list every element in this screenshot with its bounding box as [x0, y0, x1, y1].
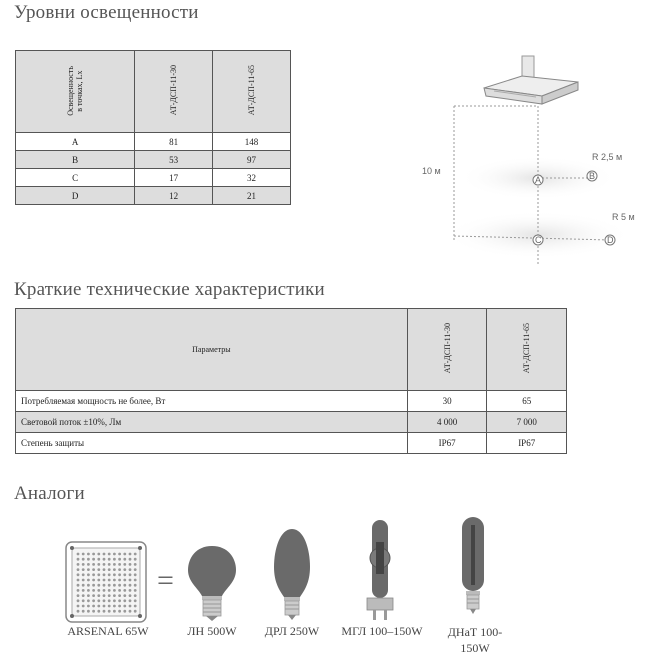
led-dot: [103, 594, 106, 597]
led-dot: [87, 553, 90, 556]
led-dot: [103, 579, 106, 582]
table-cell: 30: [407, 391, 487, 412]
led-dot: [113, 584, 116, 587]
led-dot: [108, 568, 111, 571]
svg-text:B: B: [589, 171, 596, 181]
led-dot: [134, 573, 137, 576]
led-dot: [113, 579, 116, 582]
led-dot: [82, 558, 85, 561]
led-dot: [77, 579, 80, 582]
led-dot: [134, 568, 137, 571]
illumination-diagram: [410, 50, 646, 275]
led-dot: [77, 610, 80, 613]
led-dot: [123, 594, 126, 597]
led-dot: [87, 594, 90, 597]
table-cell: 4 000: [407, 412, 487, 433]
led-dot: [129, 579, 132, 582]
led-dot: [92, 605, 95, 608]
led-dot: [129, 573, 132, 576]
led-dot: [129, 594, 132, 597]
led-dot: [113, 610, 116, 613]
svg-text:D: D: [607, 235, 614, 245]
led-dot: [118, 568, 121, 571]
led-dot: [129, 568, 132, 571]
led-dot: [134, 589, 137, 592]
led-dot: [103, 573, 106, 576]
table-cell: A: [16, 133, 135, 151]
led-dot: [129, 584, 132, 587]
led-dot: [108, 573, 111, 576]
table-row: [16, 133, 291, 151]
led-dot: [97, 605, 100, 608]
led-dot: [129, 589, 132, 592]
radius-small-label: R 2,5 м: [592, 152, 623, 162]
led-dot: [97, 563, 100, 566]
led-dot: [118, 589, 121, 592]
led-dot: [82, 610, 85, 613]
table-cell: 17: [135, 169, 213, 187]
led-dot: [118, 553, 121, 556]
led-dot: [134, 579, 137, 582]
led-dot: [108, 610, 111, 613]
led-dot: [123, 563, 126, 566]
led-dot: [103, 563, 106, 566]
point-b: [587, 171, 597, 181]
specs-header-cell: Параметры: [16, 309, 408, 391]
led-dot: [92, 589, 95, 592]
led-dot: [113, 563, 116, 566]
led-dot: [92, 579, 95, 582]
incandescent-bulb-icon: [186, 544, 238, 622]
led-dot: [113, 568, 116, 571]
table-cell: 21: [213, 187, 291, 205]
illumination-header-cell: АТ-ДСП-11-65: [213, 51, 291, 133]
point-d: [605, 235, 615, 245]
led-dot: [134, 553, 137, 556]
led-dot: [123, 568, 126, 571]
led-dot: [113, 599, 116, 602]
led-dot: [97, 573, 100, 576]
led-dot: [97, 558, 100, 561]
led-dot: [129, 563, 132, 566]
caption-sodium: ДНаТ 100- 150W: [447, 625, 503, 655]
caption-incandescent: ЛН 500W: [187, 624, 237, 638]
led-dot: [77, 558, 80, 561]
led-dot: [92, 584, 95, 587]
led-dot: [123, 573, 126, 576]
led-dot: [123, 605, 126, 608]
equals-sign: =: [157, 564, 174, 597]
led-dot: [87, 589, 90, 592]
table-cell: IP67: [487, 433, 567, 454]
led-dot: [113, 605, 116, 608]
led-dot: [113, 553, 116, 556]
led-dot: [92, 610, 95, 613]
led-dot: [97, 579, 100, 582]
led-dot: [82, 579, 85, 582]
metal-halide-lamp-icon: [363, 518, 397, 622]
led-dot: [118, 563, 121, 566]
led-dot: [77, 573, 80, 576]
led-dot: [92, 553, 95, 556]
led-dot: [82, 584, 85, 587]
led-dot: [134, 558, 137, 561]
led-dot: [82, 594, 85, 597]
table-cell: 12: [135, 187, 213, 205]
led-dot: [82, 553, 85, 556]
table-row: [16, 433, 567, 454]
led-dot: [118, 594, 121, 597]
led-dot: [118, 584, 121, 587]
led-dot: [87, 558, 90, 561]
specs-table: [15, 308, 567, 454]
led-dot: [108, 599, 111, 602]
led-dot: [129, 558, 132, 561]
led-dot: [97, 610, 100, 613]
led-dot: [92, 599, 95, 602]
led-dot: [134, 584, 137, 587]
point-a: [533, 175, 543, 185]
led-dot: [87, 563, 90, 566]
led-dot: [77, 553, 80, 556]
led-dot: [92, 568, 95, 571]
led-dot: [103, 558, 106, 561]
led-dot: [77, 584, 80, 587]
led-dot: [92, 573, 95, 576]
table-cell: 7 000: [487, 412, 567, 433]
table-cell: 32: [213, 169, 291, 187]
led-dot: [97, 594, 100, 597]
led-dot: [103, 610, 106, 613]
section-title-specs: Краткие технические характеристики: [14, 279, 325, 300]
led-dot: [113, 558, 116, 561]
led-dot: [123, 584, 126, 587]
height-label: 10 м: [422, 166, 441, 176]
led-dot: [118, 610, 121, 613]
table-cell: 65: [487, 391, 567, 412]
led-dot: [77, 594, 80, 597]
led-dot: [82, 573, 85, 576]
table-cell: B: [16, 151, 135, 169]
led-dot: [123, 579, 126, 582]
led-dot: [87, 599, 90, 602]
table-cell: Световой поток ±10%, Лм: [16, 412, 408, 433]
led-dot: [113, 589, 116, 592]
table-row: [16, 151, 291, 169]
svg-text:C: C: [535, 235, 542, 245]
table-cell: 53: [135, 151, 213, 169]
led-dot: [108, 605, 111, 608]
led-dot: [118, 605, 121, 608]
led-dot: [92, 563, 95, 566]
led-dot: [77, 563, 80, 566]
led-dot: [92, 594, 95, 597]
led-dot: [82, 605, 85, 608]
illumination-header-cell: АТ-ДСП-11-30: [135, 51, 213, 133]
point-c: [533, 235, 543, 245]
mercury-lamp-icon: [272, 527, 312, 621]
led-dot: [108, 579, 111, 582]
radius-large-label: R 5 м: [612, 212, 635, 222]
led-dot: [82, 599, 85, 602]
led-dot: [134, 563, 137, 566]
led-dot: [103, 553, 106, 556]
led-dot: [118, 558, 121, 561]
led-dot: [123, 558, 126, 561]
led-dot: [97, 589, 100, 592]
sodium-lamp-icon: [458, 515, 488, 619]
led-dot: [87, 579, 90, 582]
led-dot: [123, 599, 126, 602]
led-dot: [129, 599, 132, 602]
table-cell: 97: [213, 151, 291, 169]
table-row: [16, 391, 567, 412]
svg-text:A: A: [535, 175, 542, 185]
led-dot: [77, 599, 80, 602]
section-title-illumination: Уровни освещенности: [14, 2, 199, 23]
caption-mercury: ДРЛ 250W: [264, 624, 320, 638]
led-dot: [113, 573, 116, 576]
led-dot: [77, 589, 80, 592]
led-dot: [87, 568, 90, 571]
led-dot: [97, 568, 100, 571]
led-dot: [108, 563, 111, 566]
table-row: [16, 187, 291, 205]
led-dot: [134, 605, 137, 608]
led-dot: [92, 558, 95, 561]
table-row: [16, 169, 291, 187]
table-cell: Потребляемая мощность не более, Вт: [16, 391, 408, 412]
table-cell: C: [16, 169, 135, 187]
led-dot: [134, 599, 137, 602]
led-dot: [108, 558, 111, 561]
led-dot: [129, 610, 132, 613]
led-dot: [77, 605, 80, 608]
led-dot: [129, 605, 132, 608]
led-dot: [87, 573, 90, 576]
led-dot: [82, 589, 85, 592]
led-dot: [103, 589, 106, 592]
led-dot: [118, 579, 121, 582]
led-dot: [123, 553, 126, 556]
led-dot: [87, 610, 90, 613]
table-cell: D: [16, 187, 135, 205]
led-dot: [134, 610, 137, 613]
led-dot: [108, 589, 111, 592]
specs-header-cell: АТ-ДСП-11-30: [407, 309, 487, 391]
led-dot: [97, 584, 100, 587]
led-dot: [82, 563, 85, 566]
led-dot: [103, 605, 106, 608]
table-cell: 148: [213, 133, 291, 151]
led-dot: [103, 599, 106, 602]
table-cell: IP67: [407, 433, 487, 454]
led-dot: [108, 594, 111, 597]
led-panel-icon: [64, 540, 148, 624]
led-dot: [97, 553, 100, 556]
led-dot: [118, 573, 121, 576]
table-row: [16, 412, 567, 433]
table-cell: 81: [135, 133, 213, 151]
led-dot: [123, 589, 126, 592]
led-dot: [87, 605, 90, 608]
led-dot: [82, 568, 85, 571]
section-title-analogs: Аналоги: [14, 483, 85, 504]
led-dot: [134, 594, 137, 597]
led-dot: [118, 599, 121, 602]
led-dot: [129, 553, 132, 556]
led-dot: [108, 584, 111, 587]
led-dot: [108, 553, 111, 556]
caption-metal-halide: МГЛ 100–150W: [341, 624, 423, 638]
led-dot: [97, 599, 100, 602]
led-dot: [103, 568, 106, 571]
illumination-header-cell: Освещенность в точках, Lx: [16, 51, 135, 133]
led-dot: [87, 584, 90, 587]
led-dot: [77, 568, 80, 571]
illumination-table: [15, 50, 291, 205]
caption-arsenal: ARSENAL 65W: [67, 624, 149, 638]
table-cell: Степень защиты: [16, 433, 408, 454]
led-dot: [113, 594, 116, 597]
luminaire-icon: [484, 56, 578, 104]
led-dot: [103, 584, 106, 587]
led-dot: [123, 610, 126, 613]
specs-header-cell: АТ-ДСП-11-65: [487, 309, 567, 391]
